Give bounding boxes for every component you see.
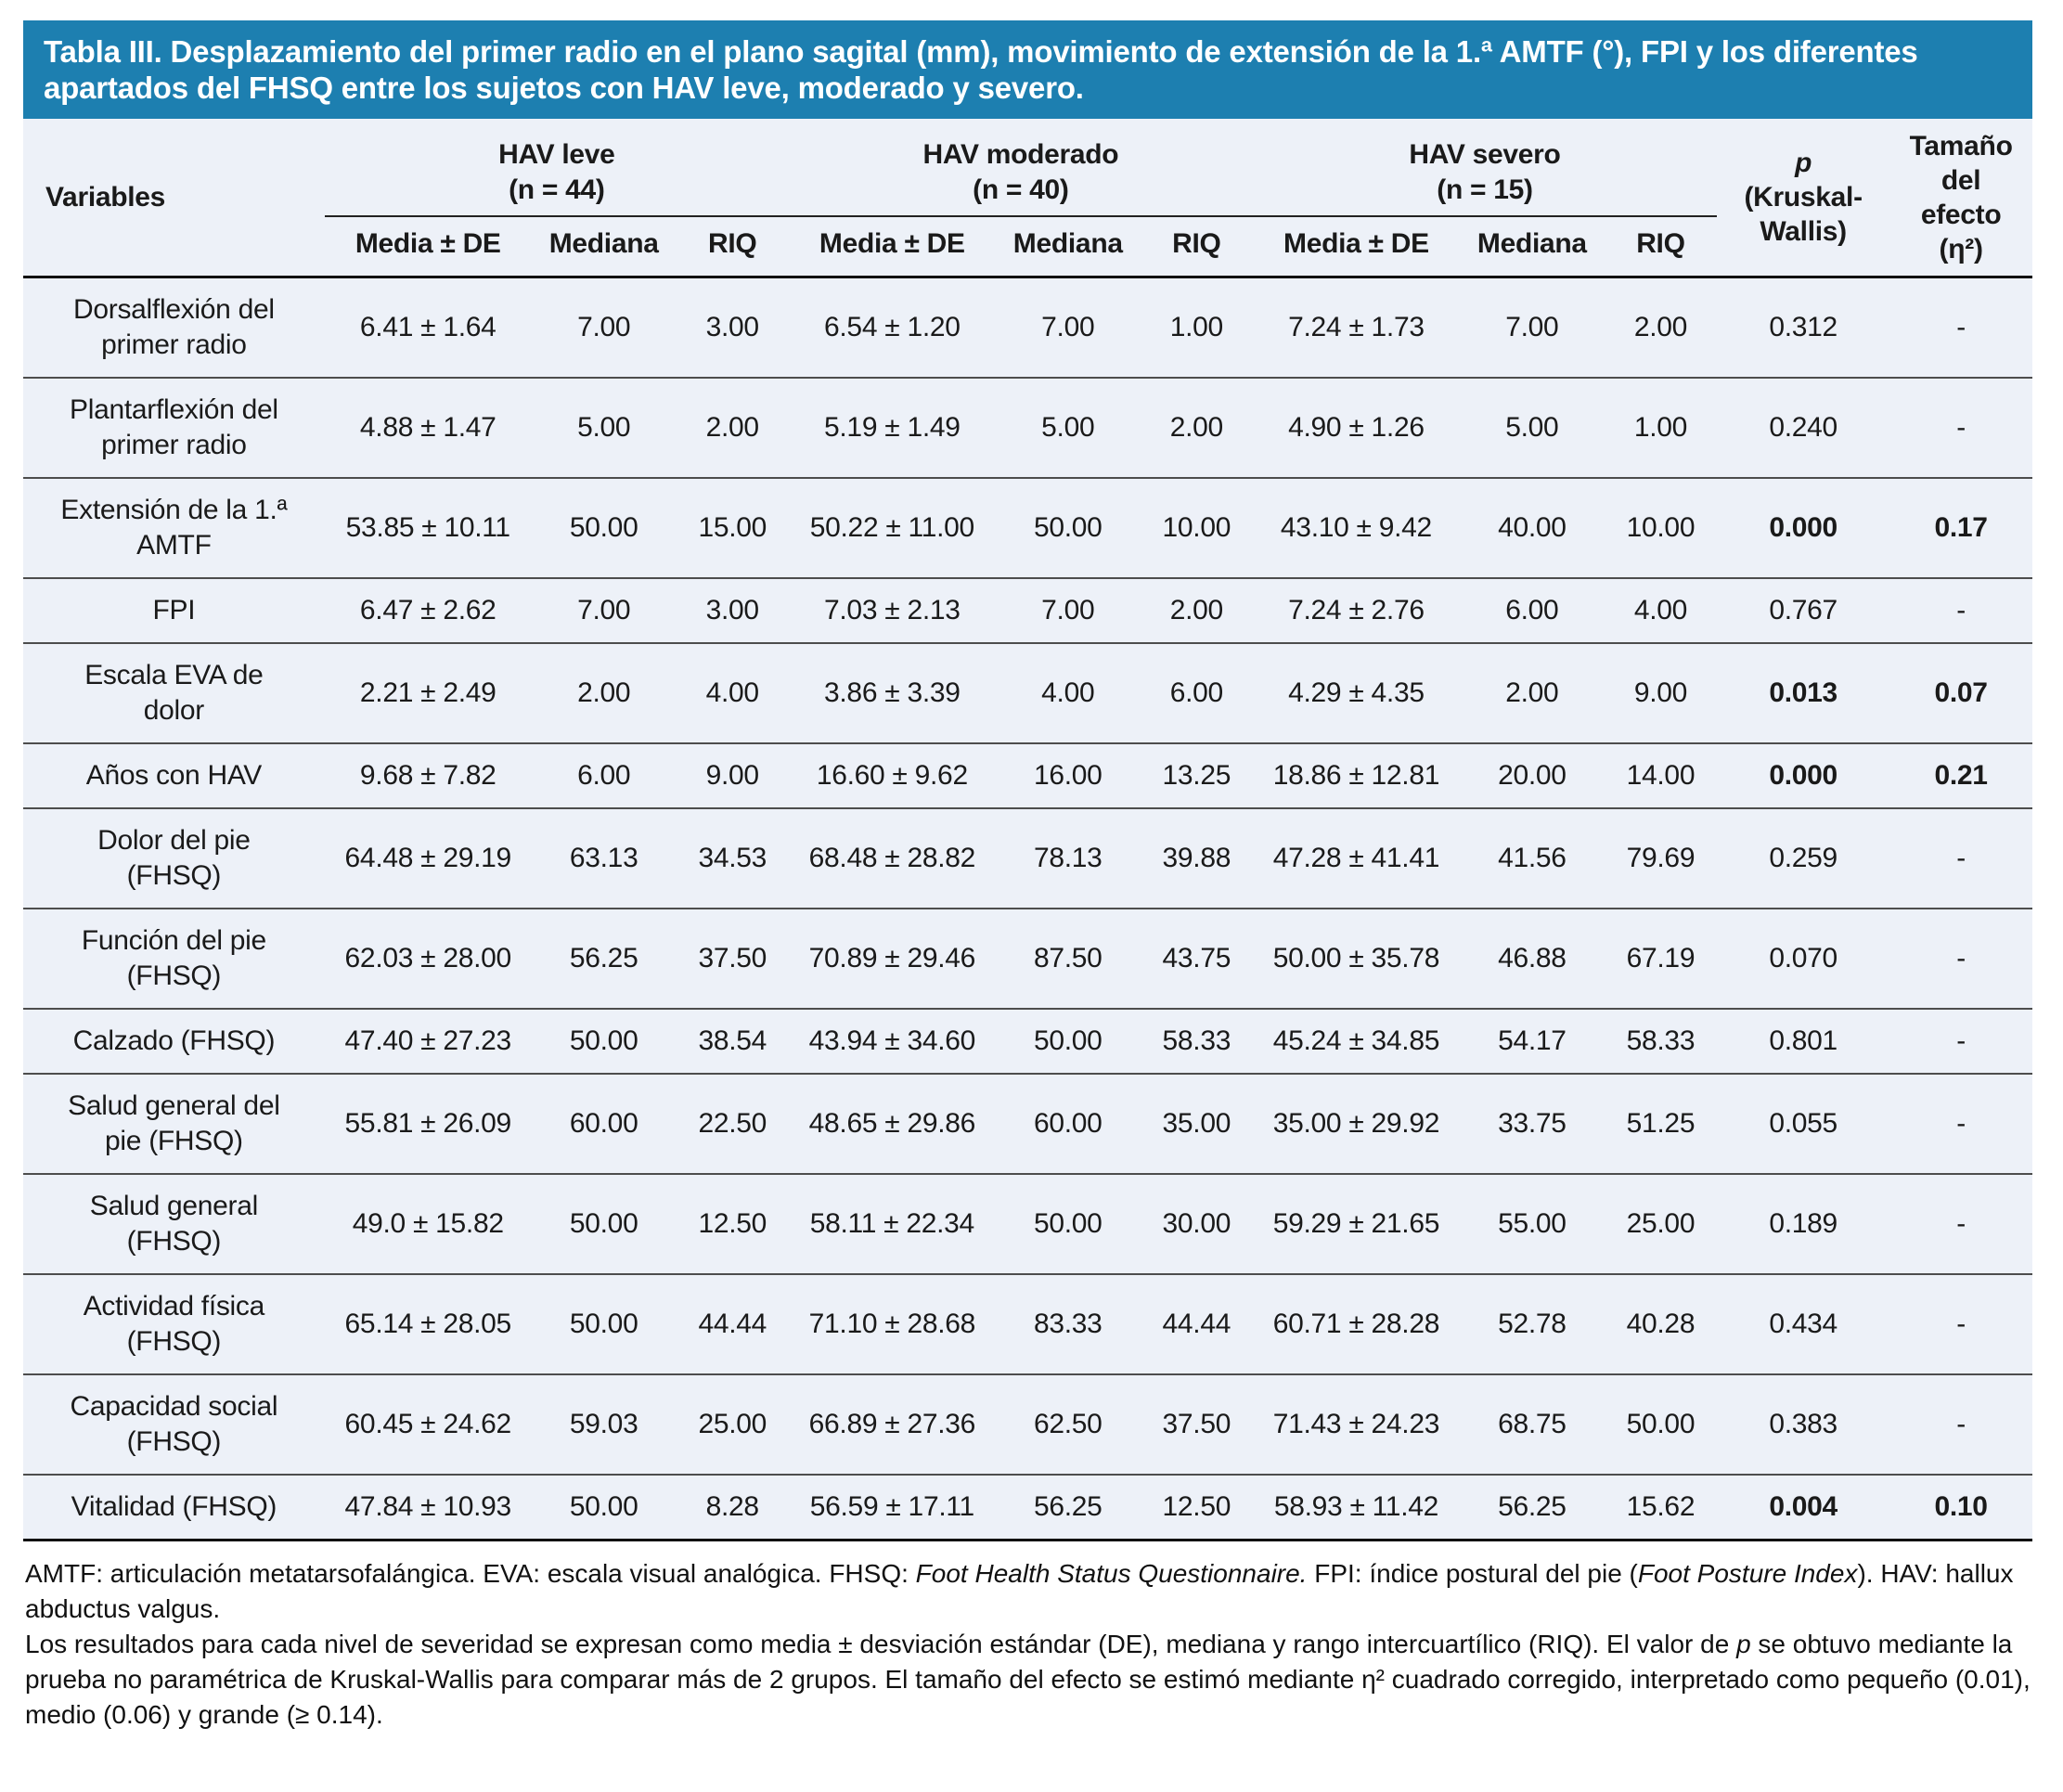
results-table: [23, 119, 2032, 1541]
value-cell: 1.00: [1605, 378, 1717, 478]
p-value-cell: 0.312: [1717, 277, 1889, 379]
variable-cell: Extensión de la 1.ª AMTF: [23, 478, 325, 578]
value-cell: 56.59 ± 17.11: [789, 1475, 996, 1541]
value-cell: 58.11 ± 22.34: [789, 1174, 996, 1274]
subcol-media-de: Media ± DE: [325, 216, 532, 277]
value-cell: 2.00: [1141, 378, 1253, 478]
value-cell: 50.00: [532, 1274, 677, 1374]
subcol-riq: RIQ: [677, 216, 789, 277]
value-cell: 2.00: [1460, 643, 1605, 743]
effect-size-cell: -: [1889, 378, 2032, 478]
value-cell: 12.50: [1141, 1475, 1253, 1541]
value-cell: 50.00: [996, 1009, 1141, 1074]
variable-cell: Plantarflexión del primer radio: [23, 378, 325, 478]
value-cell: 79.69: [1605, 808, 1717, 909]
value-cell: 25.00: [1605, 1174, 1717, 1274]
value-cell: 13.25: [1141, 743, 1253, 808]
p-value-cell: 0.000: [1717, 743, 1889, 808]
value-cell: 38.54: [677, 1009, 789, 1074]
value-cell: 9.68 ± 7.82: [325, 743, 532, 808]
value-cell: 15.00: [677, 478, 789, 578]
value-cell: 12.50: [677, 1174, 789, 1274]
value-cell: 4.00: [996, 643, 1141, 743]
value-cell: 62.50: [996, 1374, 1141, 1475]
value-cell: 48.65 ± 29.86: [789, 1074, 996, 1174]
table-body: [23, 277, 2032, 1541]
value-cell: 50.00: [532, 478, 677, 578]
value-cell: 47.40 ± 27.23: [325, 1009, 532, 1074]
table-title: Tabla III. Desplazamiento del primer radio en el plano sagital (mm), movimiento de extensión de la 1.ª AMTF (°), FPI y los diferentes apartados del FHSQ entre los sujetos con HAV leve, moderado y severo.: [44, 34, 1918, 105]
value-cell: 44.44: [677, 1274, 789, 1374]
value-cell: 67.19: [1605, 909, 1717, 1009]
p-column-header: [1717, 119, 1889, 277]
value-cell: 3.00: [677, 578, 789, 643]
value-cell: 4.00: [1605, 578, 1717, 643]
value-cell: 5.00: [996, 378, 1141, 478]
group-name: HAV leve: [498, 139, 615, 170]
value-cell: 63.13: [532, 808, 677, 909]
value-cell: 55.00: [1460, 1174, 1605, 1274]
variables-column-header: Variables: [23, 119, 325, 277]
table-row: [23, 378, 2032, 478]
value-cell: 30.00: [1141, 1174, 1253, 1274]
value-cell: 87.50: [996, 909, 1141, 1009]
table-row: [23, 1374, 2032, 1475]
table-row: [23, 277, 2032, 379]
p-value-cell: 0.259: [1717, 808, 1889, 909]
value-cell: 50.00: [996, 478, 1141, 578]
value-cell: 2.00: [677, 378, 789, 478]
effect-size-cell: -: [1889, 277, 2032, 379]
subcol-riq: RIQ: [1141, 216, 1253, 277]
table-row: [23, 909, 2032, 1009]
p-value-cell: 0.000: [1717, 478, 1889, 578]
table-row: [23, 1475, 2032, 1541]
variable-cell: FPI: [23, 578, 325, 643]
value-cell: 65.14 ± 28.05: [325, 1274, 532, 1374]
table-row: [23, 743, 2032, 808]
p-value-cell: 0.189: [1717, 1174, 1889, 1274]
value-cell: 50.22 ± 11.00: [789, 478, 996, 578]
value-cell: 60.00: [532, 1074, 677, 1174]
value-cell: 54.17: [1460, 1009, 1605, 1074]
value-cell: 43.75: [1141, 909, 1253, 1009]
value-cell: 71.43 ± 24.23: [1253, 1374, 1460, 1475]
table-row: [23, 478, 2032, 578]
kruskal-wallis-label: (Kruskal-Wallis): [1744, 182, 1863, 247]
value-cell: 60.45 ± 24.62: [325, 1374, 532, 1475]
table-title-bar: [23, 20, 2032, 119]
value-cell: 6.00: [532, 743, 677, 808]
value-cell: 3.86 ± 3.39: [789, 643, 996, 743]
group-header-hav-severo: [1253, 119, 1717, 216]
value-cell: 6.41 ± 1.64: [325, 277, 532, 379]
value-cell: 35.00 ± 29.92: [1253, 1074, 1460, 1174]
value-cell: 58.93 ± 11.42: [1253, 1475, 1460, 1541]
p-value-cell: 0.070: [1717, 909, 1889, 1009]
subcol-mediana: Mediana: [532, 216, 677, 277]
p-value-cell: 0.801: [1717, 1009, 1889, 1074]
footnotes: [23, 1541, 2032, 1733]
effect-size-cell: -: [1889, 808, 2032, 909]
value-cell: 59.03: [532, 1374, 677, 1475]
value-cell: 14.00: [1605, 743, 1717, 808]
table-row: [23, 643, 2032, 743]
p-value-cell: 0.767: [1717, 578, 1889, 643]
value-cell: 7.00: [996, 277, 1141, 379]
variable-cell: Actividad física (FHSQ): [23, 1274, 325, 1374]
value-cell: 6.54 ± 1.20: [789, 277, 996, 379]
subcol-media-de: Media ± DE: [789, 216, 996, 277]
value-cell: 78.13: [996, 808, 1141, 909]
value-cell: 66.89 ± 27.36: [789, 1374, 996, 1475]
value-cell: 3.00: [677, 277, 789, 379]
value-cell: 7.24 ± 2.76: [1253, 578, 1460, 643]
variable-cell: Escala EVA de dolor: [23, 643, 325, 743]
group-header-hav-moderado: [789, 119, 1253, 216]
value-cell: 83.33: [996, 1274, 1141, 1374]
p-value-cell: 0.434: [1717, 1274, 1889, 1374]
value-cell: 18.86 ± 12.81: [1253, 743, 1460, 808]
p-value-cell: 0.055: [1717, 1074, 1889, 1174]
subcol-media-de: Media ± DE: [1253, 216, 1460, 277]
effect-size-cell: -: [1889, 1074, 2032, 1174]
table-row: [23, 1174, 2032, 1274]
value-cell: 64.48 ± 29.19: [325, 808, 532, 909]
p-value-cell: 0.240: [1717, 378, 1889, 478]
value-cell: 45.24 ± 34.85: [1253, 1009, 1460, 1074]
group-n: (n = 15): [1437, 174, 1533, 205]
value-cell: 4.90 ± 1.26: [1253, 378, 1460, 478]
subcol-riq: RIQ: [1605, 216, 1717, 277]
effect-size-cell: -: [1889, 578, 2032, 643]
value-cell: 50.00: [532, 1475, 677, 1541]
value-cell: 55.81 ± 26.09: [325, 1074, 532, 1174]
value-cell: 34.53: [677, 808, 789, 909]
value-cell: 10.00: [1141, 478, 1253, 578]
variable-cell: Vitalidad (FHSQ): [23, 1475, 325, 1541]
value-cell: 51.25: [1605, 1074, 1717, 1174]
value-cell: 39.88: [1141, 808, 1253, 909]
group-header-hav-leve: [325, 119, 789, 216]
value-cell: 22.50: [677, 1074, 789, 1174]
value-cell: 50.00: [532, 1174, 677, 1274]
value-cell: 16.60 ± 9.62: [789, 743, 996, 808]
subcol-mediana: Mediana: [1460, 216, 1605, 277]
variable-cell: Salud general (FHSQ): [23, 1174, 325, 1274]
value-cell: 43.94 ± 34.60: [789, 1009, 996, 1074]
value-cell: 59.29 ± 21.65: [1253, 1174, 1460, 1274]
p-value-cell: 0.004: [1717, 1475, 1889, 1541]
table-row: [23, 1074, 2032, 1174]
footnote: Los resultados para cada nivel de severidad se expresan como media ± desviación estándar (DE), mediana y rango intercuartílico (RIQ). El valor de p se obtuvo mediante la prueba no paramétrica de Kruskal-Wallis para comparar más de 2 grupos. El tamaño del efecto se estimó mediante η² cuadrado corregido, interpretado como pequeño (0.01), medio (0.06) y grande (≥ 0.14).: [25, 1630, 2031, 1729]
value-cell: 44.44: [1141, 1274, 1253, 1374]
variable-cell: Dolor del pie (FHSQ): [23, 808, 325, 909]
value-cell: 7.24 ± 1.73: [1253, 277, 1460, 379]
value-cell: 41.56: [1460, 808, 1605, 909]
value-cell: 5.00: [1460, 378, 1605, 478]
p-value-cell: 0.013: [1717, 643, 1889, 743]
effect-size-cell: -: [1889, 1374, 2032, 1475]
value-cell: 2.00: [1141, 578, 1253, 643]
value-cell: 7.00: [532, 277, 677, 379]
group-name: HAV severo: [1409, 139, 1561, 170]
value-cell: 10.00: [1605, 478, 1717, 578]
effect-size-column-header: Tamaño del efecto (η²): [1889, 119, 2032, 277]
p-value-cell: 0.383: [1717, 1374, 1889, 1475]
value-cell: 52.78: [1460, 1274, 1605, 1374]
value-cell: 60.71 ± 28.28: [1253, 1274, 1460, 1374]
value-cell: 56.25: [1460, 1475, 1605, 1541]
value-cell: 7.03 ± 2.13: [789, 578, 996, 643]
p-label: p: [1795, 148, 1812, 178]
value-cell: 4.88 ± 1.47: [325, 378, 532, 478]
effect-size-cell: 0.17: [1889, 478, 2032, 578]
value-cell: 6.47 ± 2.62: [325, 578, 532, 643]
variable-cell: Capacidad social (FHSQ): [23, 1374, 325, 1475]
effect-size-cell: 0.21: [1889, 743, 2032, 808]
value-cell: 56.25: [996, 1475, 1141, 1541]
value-cell: 2.00: [532, 643, 677, 743]
value-cell: 8.28: [677, 1475, 789, 1541]
group-name: HAV moderado: [922, 139, 1119, 170]
value-cell: 4.00: [677, 643, 789, 743]
variable-cell: Calzado (FHSQ): [23, 1009, 325, 1074]
effect-size-cell: 0.10: [1889, 1475, 2032, 1541]
value-cell: 60.00: [996, 1074, 1141, 1174]
table-row: [23, 1274, 2032, 1374]
value-cell: 71.10 ± 28.68: [789, 1274, 996, 1374]
value-cell: 9.00: [1605, 643, 1717, 743]
value-cell: 40.00: [1460, 478, 1605, 578]
value-cell: 5.00: [532, 378, 677, 478]
value-cell: 5.19 ± 1.49: [789, 378, 996, 478]
table-header: [23, 119, 2032, 277]
value-cell: 6.00: [1460, 578, 1605, 643]
value-cell: 7.00: [996, 578, 1141, 643]
table-row: [23, 808, 2032, 909]
value-cell: 37.50: [1141, 1374, 1253, 1475]
value-cell: 49.0 ± 15.82: [325, 1174, 532, 1274]
value-cell: 50.00: [1605, 1374, 1717, 1475]
value-cell: 53.85 ± 10.11: [325, 478, 532, 578]
value-cell: 68.48 ± 28.82: [789, 808, 996, 909]
value-cell: 58.33: [1141, 1009, 1253, 1074]
value-cell: 62.03 ± 28.00: [325, 909, 532, 1009]
value-cell: 47.28 ± 41.41: [1253, 808, 1460, 909]
value-cell: 47.84 ± 10.93: [325, 1475, 532, 1541]
effect-size-cell: -: [1889, 909, 2032, 1009]
value-cell: 70.89 ± 29.46: [789, 909, 996, 1009]
value-cell: 25.00: [677, 1374, 789, 1475]
value-cell: 15.62: [1605, 1475, 1717, 1541]
value-cell: 50.00: [996, 1174, 1141, 1274]
variable-cell: Años con HAV: [23, 743, 325, 808]
variable-cell: Función del pie (FHSQ): [23, 909, 325, 1009]
value-cell: 20.00: [1460, 743, 1605, 808]
value-cell: 2.00: [1605, 277, 1717, 379]
value-cell: 50.00: [532, 1009, 677, 1074]
effect-size-cell: 0.07: [1889, 643, 2032, 743]
footnote: AMTF: articulación metatarsofalángica. EVA: escala visual analógica. FHSQ: Foot Health Status Questionnaire. FPI: índice postural del pie (Foot Posture Index). HAV: hallux abductus valgus.: [25, 1559, 2014, 1623]
value-cell: 9.00: [677, 743, 789, 808]
effect-size-cell: -: [1889, 1274, 2032, 1374]
subcol-mediana: Mediana: [996, 216, 1141, 277]
variable-cell: Salud general del pie (FHSQ): [23, 1074, 325, 1174]
value-cell: 46.88: [1460, 909, 1605, 1009]
value-cell: 58.33: [1605, 1009, 1717, 1074]
effect-size-cell: -: [1889, 1174, 2032, 1274]
table-row: [23, 1009, 2032, 1074]
value-cell: 33.75: [1460, 1074, 1605, 1174]
variable-cell: Dorsalflexión del primer radio: [23, 277, 325, 379]
group-n: (n = 44): [509, 174, 605, 205]
value-cell: 40.28: [1605, 1274, 1717, 1374]
value-cell: 56.25: [532, 909, 677, 1009]
value-cell: 35.00: [1141, 1074, 1253, 1174]
value-cell: 1.00: [1141, 277, 1253, 379]
value-cell: 7.00: [532, 578, 677, 643]
table-row: [23, 578, 2032, 643]
value-cell: 16.00: [996, 743, 1141, 808]
value-cell: 50.00 ± 35.78: [1253, 909, 1460, 1009]
value-cell: 7.00: [1460, 277, 1605, 379]
value-cell: 37.50: [677, 909, 789, 1009]
value-cell: 6.00: [1141, 643, 1253, 743]
value-cell: 4.29 ± 4.35: [1253, 643, 1460, 743]
value-cell: 43.10 ± 9.42: [1253, 478, 1460, 578]
group-n: (n = 40): [973, 174, 1069, 205]
effect-size-cell: -: [1889, 1009, 2032, 1074]
value-cell: 68.75: [1460, 1374, 1605, 1475]
value-cell: 2.21 ± 2.49: [325, 643, 532, 743]
